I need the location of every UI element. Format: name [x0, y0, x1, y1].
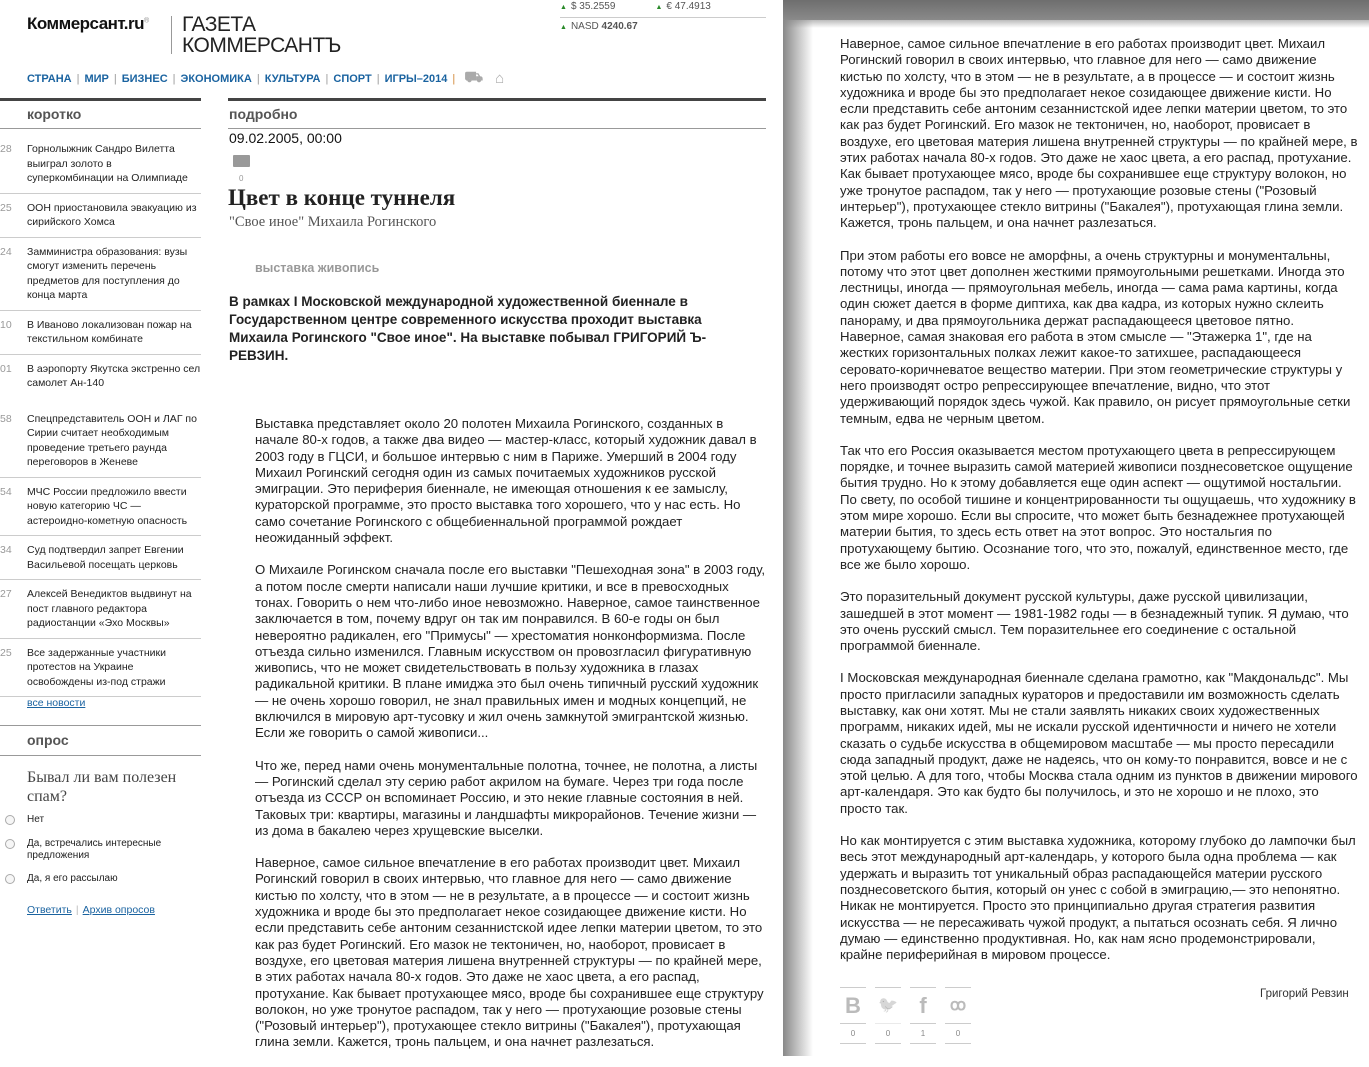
news-item[interactable] — [0, 201, 201, 238]
poll-answer-link[interactable]: Ответить — [27, 904, 72, 916]
overlay-top-bar — [783, 0, 1369, 20]
divider — [0, 98, 201, 101]
news-headline[interactable]: МЧС России предложило ввести новую категорию ЧС — астероидно-кометную опасность — [27, 485, 188, 527]
share-vk-button[interactable] — [840, 987, 866, 1044]
share-count: 0 — [945, 1024, 971, 1044]
nav-sport[interactable]: СПОРТ — [333, 72, 372, 85]
news-time: 25 — [0, 201, 12, 214]
nav-kultura[interactable]: КУЛЬТУРА — [264, 72, 321, 85]
all-news-link[interactable]: все новости — [27, 697, 86, 709]
nasd-label: NASD — [570, 21, 599, 32]
article-lead: В рамках I Московской международной художественной биеннале в Государственном центре современного искусства проходит выставка Михаила Рогинского "Свое иное". На выставке побывал ГРИГОРИЙ Ъ-РЕВЗИН. — [229, 294, 707, 363]
news-time: 28 — [0, 143, 12, 155]
poll-question: Бывал ли вам полезен спам? — [27, 769, 177, 805]
comment-count[interactable]: 0 — [239, 174, 244, 183]
divider — [228, 128, 766, 129]
radio-button[interactable] — [5, 874, 15, 884]
section-title: подробно — [229, 106, 298, 122]
paragraph: Это поразительный документ русской культуры, даже русской цивилизации, зашедшей в этот момент — 1981-1982 годы — в безнадежный тупик. Я думаю, что это очень русский смысл. Тем поразительнее его соединение с остальной программой биеннале. — [840, 589, 1349, 654]
main-nav: СТРАНА | МИР | БИЗНЕС | ЭКОНОМИКА | КУЛЬТУРА | СПОРТ | ИГРЫ–2014 | ⛟ ⌂ — [27, 69, 505, 87]
share-count: 0 — [840, 1024, 866, 1044]
reader-overlay-page[interactable] — [783, 0, 1369, 1056]
gazeta-logo[interactable]: ГАЗЕТА КОММЕРСАНТЪ — [182, 13, 341, 57]
poll-option[interactable]: Да, встречались интересные предложения — [5, 838, 185, 862]
logo-divider — [171, 16, 172, 54]
car-icon[interactable]: ⛟ — [464, 69, 484, 86]
paragraph: Что же, перед нами очень монументальные полотна, точнее, не полотна, а листы — Рогинский сделал эту серию работ акрилом на бумаге. Через три года после отъезда из СССР он вспоминает Россию, и это некие главные состояния в ней. Таковых три: квартиры, магазины и ландшафты микрорайонов. Течение жизни — из дома в бакалею через хрущевские выселки. — [255, 757, 758, 838]
paragraph: Так что его Россия оказывается местом протухающего цвета в репрессирующем порядке, и точнее выразить самой материей живописи позднесоветское ощущение бытия трудно. Но к этому добавляется еще один аспект — ощутимой ностальгии. По свету, по особой тишине и концентрированности ты ощущаешь, что художнику в этом мире хорошо. Если вы спросите, что может быть безнадежнее протухающей материи бытия, то здесь есть ответ на этот вопрос. Это ностальгия по протухающему бытию. Осознание того, что это, пожалуй, единственное место, где все же было хорошо. — [840, 442, 1356, 572]
article-subtitle: "Свое иное" Михаила Рогинского — [229, 214, 437, 230]
facebook-icon: f — [910, 988, 936, 1024]
news-headline[interactable]: Горнолыжник Сандро Вилетта выиграл золото в суперкомбинации на Олимпиаде — [27, 143, 188, 184]
news-item[interactable] — [0, 646, 201, 698]
news-time: 10 — [0, 318, 12, 331]
shadow — [783, 20, 813, 1056]
news-item[interactable] — [0, 485, 201, 537]
news-headline[interactable]: Суд подтвердил запрет Евгении Васильевой посещать церковь — [27, 544, 184, 571]
currency-ticker: ▲ $ 35.2559 ▲ € 47.4913 ▲ NASD 4240.67 — [560, 1, 766, 34]
paragraph: Наверное, самое сильное впечатление в его работах производит цвет. Михаил Рогинский говорил в своих интервью, что главное для него — само движение кистью по холсту, что в этом — не в результате, а в процессе — и состоит жизнь художника и вроде бы это предполагает некое созидающее движение кисти. Но если представить себе антоним сезаннистской идее лепки материи цветом, то это как раз будет Рогинский. Его мазок не тектоничен, но, наоборот, провисает в воздухе, его цветовая материя лишена внутренней структуры — по крайней мере, в этих работах начала 80-х годов. Это даже не хаос цвета, а его распад, протухание. Как бывает протухающее мясо, вроде бы сохранившее еще структуру волокон, но уже тронутое распадом, так у него — протухающие розовые стены ("Розовый интерьер"), протухающее стекло витрины ("Бакалея"), протухающая глина земли. Кажется, тронь пальцем, и она начнет разлезаться. — [840, 36, 1358, 231]
news-item[interactable] — [0, 318, 201, 355]
news-headline[interactable]: Все задержанные участники протестов на Украине освобождены из-под стражи — [27, 646, 166, 688]
news-time: 34 — [0, 544, 12, 556]
usd-rate: $ 35.2559 — [570, 1, 616, 12]
news-time: 54 — [0, 485, 12, 498]
odnoklassniki-icon: ꝏ — [945, 988, 971, 1024]
poll-option[interactable]: Да, я его рассылаю — [5, 873, 118, 885]
nav-igry[interactable]: ИГРЫ–2014 — [384, 72, 448, 85]
nav-mir[interactable]: МИР — [84, 72, 109, 85]
news-headline[interactable]: В аэропорту Якутска экстренно сел самолет Ан-140 — [27, 362, 201, 389]
divider — [228, 98, 766, 101]
news-time: 58 — [0, 412, 12, 425]
news-headline[interactable]: В Иваново локализован пожар на текстильном комбинате — [27, 318, 192, 345]
comment-icon[interactable] — [233, 155, 250, 167]
article-rubric[interactable]: выставка живопись — [255, 261, 380, 275]
news-item[interactable] — [0, 543, 201, 580]
news-headline[interactable]: Спецпредставитель ООН и ЛАГ по Сирии считает необходимым проведение третьего раунда переговоров в Женеве — [27, 412, 197, 468]
share-count: 0 — [875, 1024, 901, 1044]
paragraph: О Михаиле Рогинском сначала после его выставки "Пешеходная зона" в 2003 году, а потом после смерти написали наши лучшие критики, и все в превосходных тонах. Говорить о нем что-либо иное невозможно. Наверное, самое таинственное заключается в том, почему вдруг он так им понравился. В 60-е годы он был невероятно радикален, его "Примусы" — хрестоматия нонконформизма. После отъезда сильно изменился. Главным искусством он провозгласил фигуративную живопись, что не может свидетельствовать в пользу художника в глазах радикальной критики. В плане имиджа это был очень типичный русский художник — не очень хорошо говорил, не знал правильных имен и модных концепций, не включился в мировую арт-тусовку и жил очень замкнутой эмигрантской жизнью. Если же говорить о самой живописи... — [255, 562, 766, 741]
kommersant-logo[interactable]: Коммерсант.ru® — [27, 14, 149, 33]
share-count: 1 — [910, 1024, 936, 1044]
news-headline[interactable]: Алексей Венедиктов выдвинут на пост главного редактора радиостанции «Эхо Москвы» — [27, 588, 192, 629]
home-icon[interactable]: ⌂ — [495, 70, 505, 87]
poll-option[interactable]: Нет — [5, 814, 44, 826]
news-item[interactable] — [0, 142, 201, 194]
news-time: 01 — [0, 362, 12, 375]
share-facebook-button[interactable] — [910, 987, 936, 1044]
paragraph: Наверное, самое сильное впечатление в его работах производит цвет. Михаил Рогинский говорил в своих интервью, что главное для него — само движение кистью по холсту, что в этом — не в результате, а в процессе — и состоит жизнь художника и вроде бы это предполагает некое созидающее движение кисти. Но если представить себе антоним сезаннистской идее лепки материи цветом, то это как раз будет Рогинский. Его мазок не тектоничен, но, наоборот, провисает в воздухе, его цветовая материя лишена внутренней структуры — по крайней мере, в этих работах начала 80-х годов. Это даже не хаос цвета, а его распад, протухание. Как бывает протухающее мясо, вроде бы сохранившее еще структуру волокон, но уже тронутое распадом, так у него — протухающие розовые стены ("Розовый интерьер"), протухающее стекло витрины ("Бакалея"), протухающая глина земли. Кажется, тронь пальцем, и она начнет разлезаться. — [255, 855, 764, 1050]
sidebar-title: коротко — [27, 106, 82, 122]
radio-button[interactable] — [5, 839, 15, 849]
article-body — [255, 416, 767, 1067]
radio-button[interactable] — [5, 815, 15, 825]
poll-header — [0, 725, 201, 756]
news-item[interactable] — [0, 587, 201, 639]
twitter-icon: 🐦 — [875, 988, 901, 1024]
article-author: Григорий Ревзин — [1260, 988, 1349, 1000]
article-body-continued — [840, 36, 1360, 979]
share-odnoklassniki-button[interactable] — [945, 987, 971, 1044]
poll-title: опрос — [27, 732, 69, 748]
paragraph: При этом работы его вовсе не аморфны, а очень структурны и монументальны, потому что этот цвет дополнен жесткими прямоугольными решетками. Иногда это лестницы, иногда — прямоугольная мебель, иногда — сама рама картины, когда один сюжет дается в форме диптиха, как два кадра, из которых нужно склеить панораму, и два прямоугольника держат распадающееся цветовое пятно. Наверное, самая знаковая его работа в этом смысле — "Этажерка 1", где на жестких горизонтальных полках лежит какое-то затихшее, распадающееся серовато-коричневатое вещество материи. При этом геометрические структуры у него производят остро репрессирующее впечатление, видно, что этот удерживающий порядок здесь чужой. Как правило, он рисует прямоугольные сетки темным, едва не черным цветом. — [840, 247, 1351, 426]
eur-rate: € 47.4913 — [666, 1, 711, 12]
shadow — [783, 20, 1369, 28]
news-item[interactable] — [0, 412, 201, 478]
news-headline[interactable]: ООН приостановила эвакуацию из сирийского Хомса — [27, 201, 197, 228]
share-twitter-button[interactable] — [875, 987, 901, 1044]
poll-archive-link[interactable]: Архив опросов — [82, 904, 155, 916]
news-item[interactable] — [0, 245, 201, 311]
nasd-value: 4240.67 — [601, 21, 638, 32]
news-time: 24 — [0, 245, 12, 258]
nav-biznes[interactable]: БИЗНЕС — [121, 72, 168, 85]
article-date: 09.02.2005, 00:00 — [229, 130, 342, 146]
news-headline[interactable]: Замминистра образования: вузы смогут изменить перечень предметов для поступления до конца марта — [27, 245, 188, 301]
news-list — [0, 142, 201, 704]
share-buttons — [840, 987, 971, 1044]
vk-icon: B — [840, 988, 866, 1024]
paragraph: Но как монтируется с этим выставка художника, которому глубоко до лампочки был весь этот международный арт-календарь, у которого была одна проблема — как удержать и выразить тот уникальный образ распадающейся материи русского позднесоветского бытия, который он унес с собой в эмиграцию,— это непонятно. Никак не монтируется. Просто это принципиально другая стратегия развития искусства — не пересаживать чужой продукт, а пытаться осознать себя. Я лично думаю — единственно продуктивная. Но, как нам ясно продемонстрировали, крайне периферийная в мировом процессе. — [840, 833, 1356, 963]
news-time: 25 — [0, 646, 12, 659]
divider — [0, 128, 201, 129]
paragraph: I Московская международная биеннале сделана грамотно, как "Макдональдс". Мы просто пригласили западных кураторов и предоставили им возможность сделать выставку, как они хотят. Мы не стали заявлять никаких своих художественных программ, никаких идей, мы не искали русской идентичности и ничего не хотели сказать о судьбе искусства в общемировом масштабе — мы просто пересадили сюда западный продукт, даже не надеясь, что он кому-то понравится, вовсе и не с этой целью. А для того, чтобы Москва стала одним из пунктов в движении мирового арт-календаря. Это как будто бы получилось, и это не хорошо и не плохо, это просто так. — [840, 670, 1358, 816]
news-time: 27 — [0, 588, 12, 600]
paragraph: Выставка представляет около 20 полотен Михаила Рогинского, созданных в начале 80-х годов, а также два видео — мастер-класс, который художник давал в 2003 году в ГЦСИ, и большое интервью с ним в Париже. Умерший в 2004 году Михаил Рогинский сегодня один из самых почитаемых художников русской эмиграции. Это периферия биеннале, не имеющая отношения к ее замыслу, кураторской программе, это просто выставка того хорошего, что у нас есть. Но само сочетание Рогинского с общебиеннальной программой рождает неожиданный эффект. — [255, 416, 757, 546]
nav-ekonomika[interactable]: ЭКОНОМИКА — [180, 72, 252, 85]
article-title: Цвет в конце туннеля — [228, 185, 456, 210]
news-item[interactable] — [0, 362, 201, 398]
nav-strana[interactable]: СТРАНА — [27, 72, 72, 85]
poll-links: Ответить | Архив опросов — [27, 904, 155, 916]
